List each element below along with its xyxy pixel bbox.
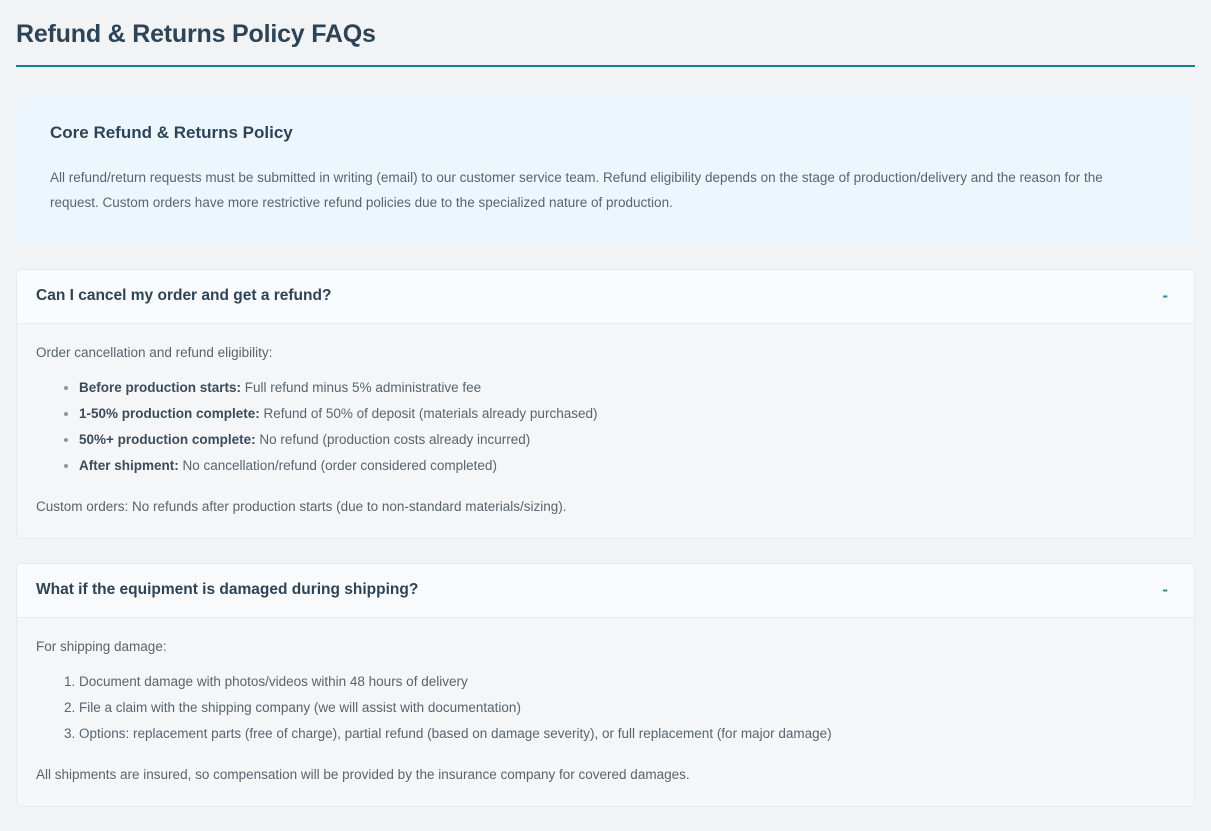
callout-text: All refund/return requests must be submitted in writing (email) to our customer service team. Refund eligibility depends on the stage of production/delivery and the reason for the request. Custom orders have more restrictive refund policies due to the specialized nature of production. [50, 170, 1103, 210]
faq-body-list [36, 378, 1172, 476]
collapse-minus-icon[interactable]: - [1162, 286, 1168, 305]
list-item-label: 1-50% production complete: [79, 406, 260, 421]
faq-body [17, 324, 1194, 538]
list-item [79, 378, 1172, 398]
list-item-text: No cancellation/refund (order considered completed) [178, 458, 497, 473]
list-item [79, 672, 1172, 692]
list-item-label: Before production starts: [79, 380, 242, 395]
list-item [79, 456, 1172, 476]
list-item-text: File a claim with the shipping company (we will assist with documentation) [79, 700, 521, 715]
faq-question: What if the equipment is damaged during shipping? [36, 581, 419, 598]
faq-body-tail: Custom orders: No refunds after production starts (due to non-standard materials/sizing). [36, 499, 567, 514]
list-item-text: Options: replacement parts (free of charge), partial refund (based on damage severity), or full replacement (for major damage) [79, 726, 832, 741]
page-title: Refund & Returns Policy FAQs [16, 20, 1195, 67]
faq-header[interactable] [17, 564, 1194, 618]
faq-body-list [36, 672, 1172, 744]
list-item [79, 724, 1172, 744]
faq-body-lead: Order cancellation and refund eligibility: [36, 345, 273, 360]
list-item [79, 404, 1172, 424]
list-item-text: No refund (production costs already incurred) [255, 432, 531, 447]
list-item-label: After shipment: [79, 458, 179, 473]
list-item-label: 50%+ production complete: [79, 432, 256, 447]
core-policy-callout [16, 97, 1195, 245]
list-item [79, 430, 1172, 450]
list-item-text: Document damage with photos/videos within 48 hours of delivery [79, 674, 468, 689]
faq-item [16, 269, 1195, 539]
list-item [79, 698, 1172, 718]
faq-body [17, 618, 1194, 806]
collapse-minus-icon[interactable]: - [1162, 580, 1168, 599]
faq-question: Can I cancel my order and get a refund? [36, 287, 332, 304]
faq-body-tail: All shipments are insured, so compensation will be provided by the insurance company for covered damages. [36, 767, 690, 782]
faq-body-lead: For shipping damage: [36, 639, 167, 654]
callout-title: Core Refund & Returns Policy [50, 123, 293, 142]
faq-accordion [16, 269, 1195, 807]
faq-item [16, 563, 1195, 807]
list-item-text: Full refund minus 5% administrative fee [241, 380, 482, 395]
faq-header[interactable] [17, 270, 1194, 324]
bottom-spacer [16, 807, 1195, 831]
list-item-text: Refund of 50% of deposit (materials already purchased) [259, 406, 598, 421]
